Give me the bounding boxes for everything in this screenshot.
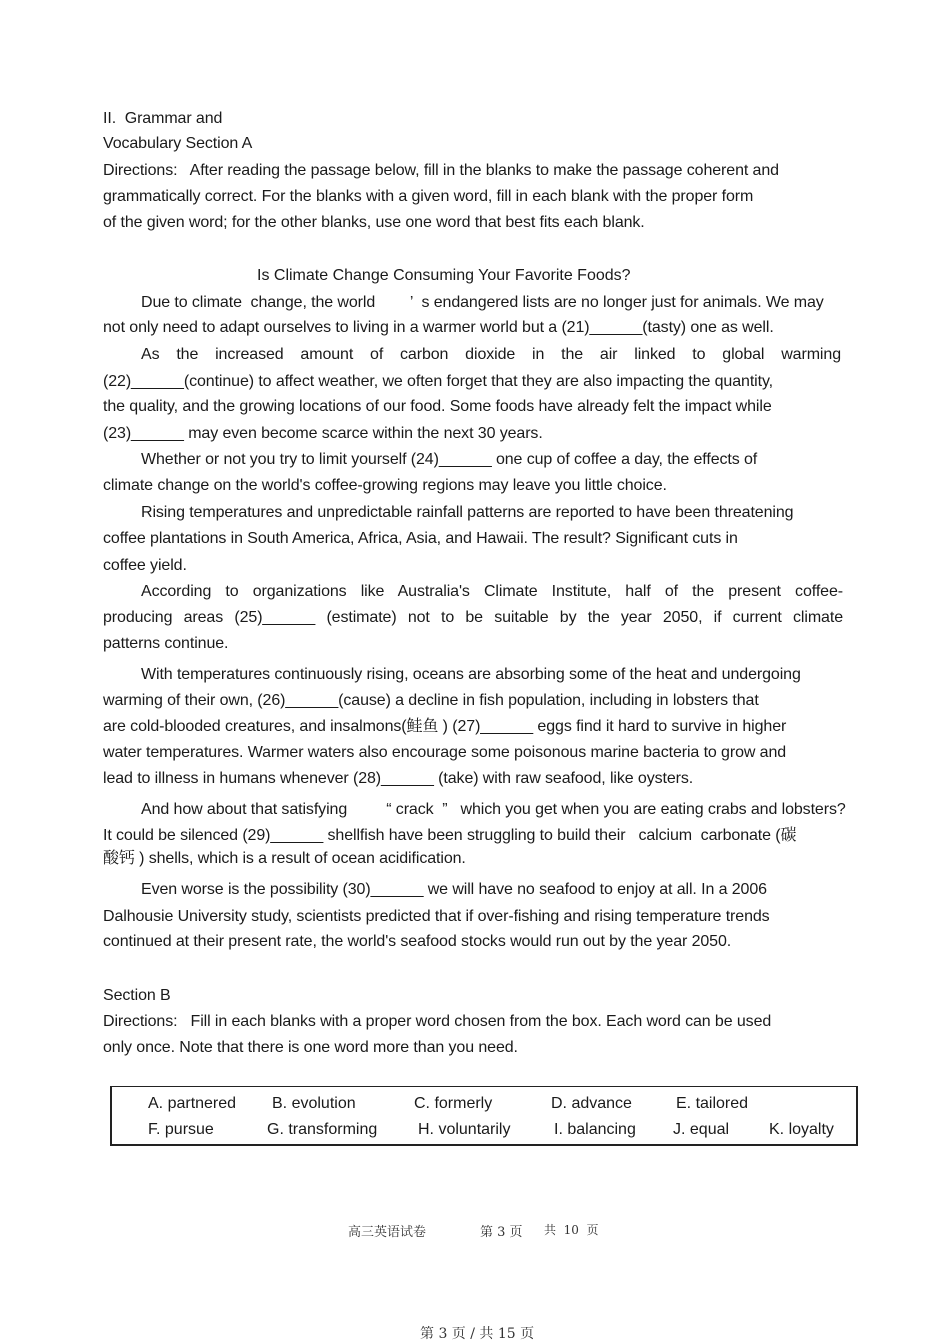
passage-line: lead to illness in humans whenever (28)______ (take) with raw seafood, like oysters. [103,770,694,787]
passage-line: Even worse is the possibility (30)______ we will have no seafood to enjoy at all. In a 2006 [141,881,767,898]
section-heading: II. Grammar and [103,110,223,127]
passage-title: Is Climate Change Consuming Your Favorite Foods? [257,267,631,284]
word-option: D. advance [551,1095,632,1112]
word-option: J. equal [673,1121,730,1138]
word-option: G. transforming [267,1121,378,1138]
passage-line: not only need to adapt ourselves to living in a warmer world but a (21)______(tasty) one as well. [103,319,774,336]
viewer-page-indicator: 第 3 页 / 共 15 页 [420,1326,535,1342]
section-b-heading: Section B [103,987,171,1004]
passage-line: climate change on the world's coffee-growing regions may leave you little choice. [103,477,667,494]
passage-line: continued at their present rate, the world's seafood stocks would run out by the year 2050. [103,933,732,950]
passage-line: (22)______(continue) to affect weather, we often forget that they are also impacting the quantity, [103,373,774,390]
passage-line: warming of their own, (26)______(cause) a decline in fish population, including in lobsters that [103,692,759,709]
passage-line: As the increased amount of carbon dioxide in the air linked to global warming [141,346,841,363]
passage-line: producing areas (25)______ (estimate) not to be suitable by the year 2050, if current climate [103,609,843,626]
word-option: I. balancing [554,1121,636,1138]
exam-name: 高三英语试卷 [348,1225,427,1240]
directions-line: Directions: After reading the passage below, fill in the blanks to make the passage coherent and [103,162,779,179]
passage-line: Due to climate change, the world ’ s endangered lists are no longer just for animals. We may [141,294,824,311]
directions-line: only once. Note that there is one word more than you need. [103,1039,518,1056]
word-option: C. formerly [414,1095,493,1112]
passage-line: are cold-blooded creatures, and insalmons(鲑鱼 ) (27)______ eggs find it hard to survive in higher [103,718,787,735]
passage-line: 酸钙 ) shells, which is a result of ocean acidification. [103,850,466,867]
passage-line: (23)______ may even become scarce within the next 30 years. [103,425,543,442]
passage-line: water temperatures. Warmer waters also encourage some poisonous marine bacteria to grow and [103,744,787,761]
word-option: H. voluntarily [418,1121,511,1138]
word-option: A. partnered [148,1095,237,1112]
passage-line: With temperatures continuously rising, oceans are absorbing some of the heat and undergoing [141,666,801,683]
word-option: B. evolution [272,1095,356,1112]
passage-line: the quality, and the growing locations of our food. Some foods have already felt the impact while [103,398,772,415]
passage-line: And how about that satisfying “ crack ” which you get when you are eating crabs and lobsters? [141,801,846,818]
passage-line: According to organizations like Australia's Climate Institute, half of the present coffee- [141,583,843,600]
passage-line: Whether or not you try to limit yourself (24)______ one cup of coffee a day, the effects of [141,451,758,468]
directions-line: of the given word; for the other blanks, use one word that best fits each blank. [103,214,645,231]
directions-line: Directions: Fill in each blanks with a proper word chosen from the box. Each word can be used [103,1013,772,1030]
passage-line: Dalhousie University study, scientists predicted that if over-fishing and rising temperature trends [103,908,770,925]
word-option: E. tailored [676,1095,749,1112]
section-subheading: Vocabulary Section A [103,135,253,152]
word-option: F. pursue [148,1121,214,1138]
passage-line: coffee yield. [103,557,187,574]
passage-line: coffee plantations in South America, Africa, Asia, and Hawaii. The result? Significant cuts in [103,530,738,547]
page-number: 第 3 页 [480,1225,523,1240]
passage-line: Rising temperatures and unpredictable rainfall patterns are reported to have been threatening [141,504,794,521]
passage-line: patterns continue. [103,635,229,652]
total-pages: 共 10 页 [544,1223,599,1237]
passage-line: It could be silenced (29)______ shellfish have been struggling to build their calcium carbonate (碳 [103,827,797,844]
directions-line: grammatically correct. For the blanks with a given word, fill in each blank with the proper form [103,188,754,205]
word-option: K. loyalty [769,1121,834,1138]
